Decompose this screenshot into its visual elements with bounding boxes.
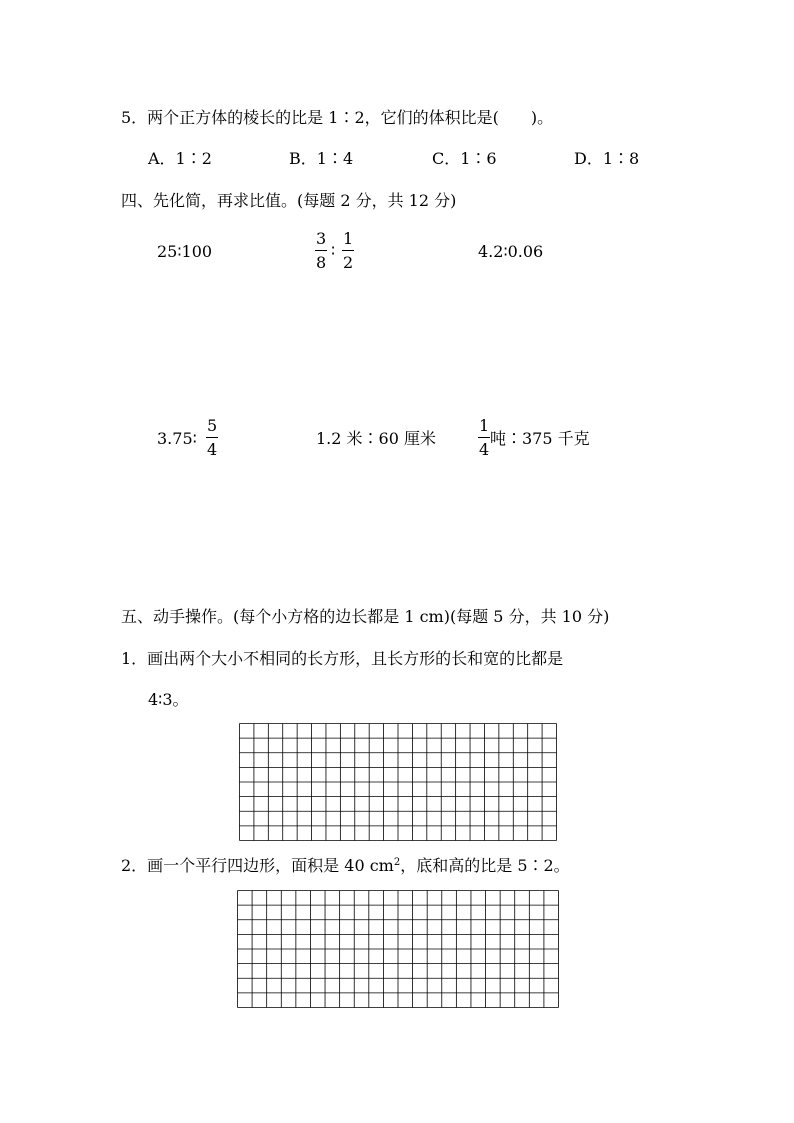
problem-3: 4.2∶0.06 [478, 242, 544, 261]
task-1-line-2: 4∶3。 [148, 690, 189, 709]
fraction: 5 4 [207, 416, 218, 459]
fraction: 3 8 [316, 229, 327, 272]
problem-5: 1.2 米∶60 厘米 [316, 429, 436, 448]
task-2: 2．画一个平行四边形，面积是 40 $cm^2$，底和高的比是 5∶2。 [121, 856, 570, 875]
superscript: 2 [393, 857, 401, 868]
section-5-heading: 五、动手操作。(每个小方格的边长都是 1 cm)(每题 5 分，共 10 分) [121, 607, 610, 626]
task-1-line-1: 1．画出两个大小不相同的长方形，且长方形的长和宽的比都是 [121, 649, 564, 668]
problem-1: 25∶100 [157, 242, 213, 261]
grid-lines [237, 890, 559, 1008]
section-4-heading: 四、先化简，再求比值。(每题 2 分，共 12 分) [121, 191, 457, 210]
grid-paper-1[interactable] [239, 723, 557, 841]
option-c: C．1∶6 [432, 149, 497, 168]
option-a: A．1∶2 [148, 149, 212, 168]
fraction: 1 4 [479, 416, 490, 459]
option-b: B．1∶4 [289, 149, 354, 168]
question-5: 5．两个正方体的棱长的比是 1∶2，它们的体积比是( )。 [121, 108, 554, 127]
fraction: 1 2 [343, 229, 354, 272]
option-d: D．1∶8 [574, 149, 640, 168]
grid-lines [239, 723, 557, 841]
grid-paper-2[interactable] [237, 890, 559, 1008]
